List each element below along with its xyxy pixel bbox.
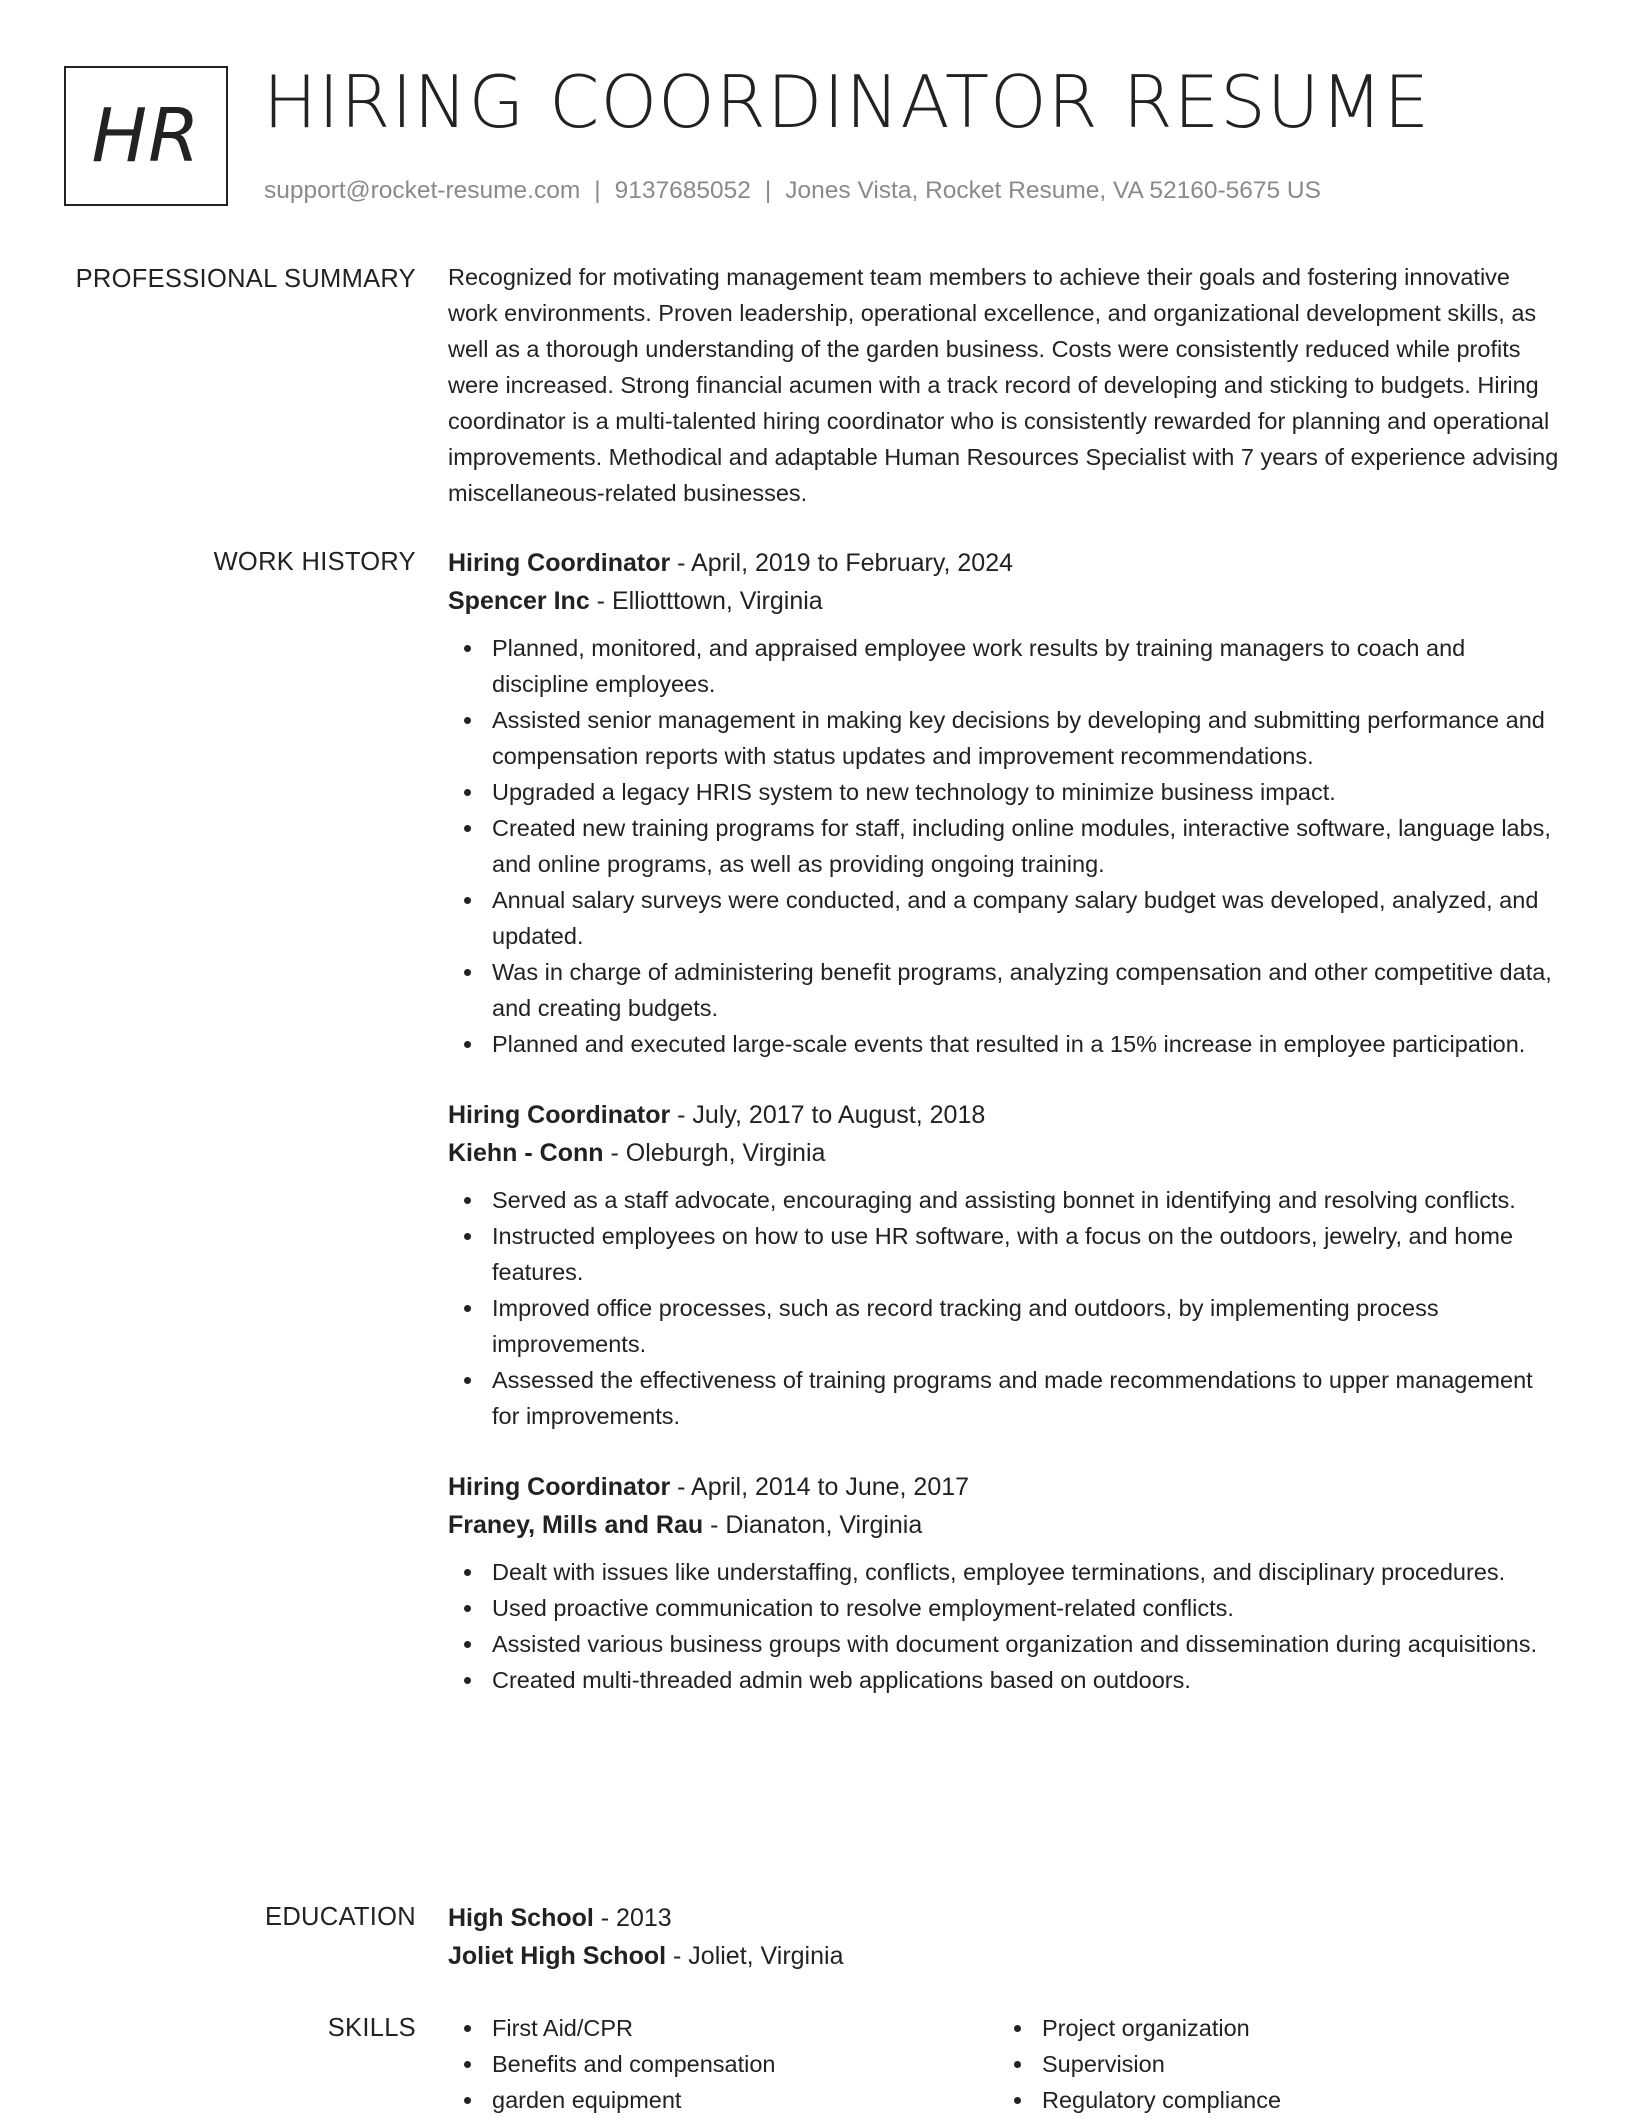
summary-body bbox=[448, 259, 1564, 511]
work-history-heading: WORK HISTORY bbox=[213, 548, 416, 576]
job-bullet: Created new training programs for staff, including online modules, interactive software, language labs, and online programs, as well as providing ongoing training. bbox=[448, 810, 1564, 882]
job-company: Franey, Mills and Rau bbox=[448, 1511, 704, 1539]
summary-heading: PROFESSIONAL SUMMARY bbox=[75, 265, 416, 293]
job-bullet: Assisted senior management in making key decisions by developing and submitting performance and compensation reports with status updates and improvement recommendations. bbox=[448, 702, 1564, 774]
monogram-box bbox=[64, 66, 228, 206]
job-bullets bbox=[448, 630, 1564, 1062]
skills-body bbox=[448, 2010, 1564, 2118]
education-school-line bbox=[448, 1937, 1564, 1975]
work-history-body bbox=[448, 544, 1564, 1732]
skills-column-right bbox=[998, 2010, 1548, 2118]
education-body bbox=[448, 1899, 1564, 1975]
job-bullet: Upgraded a legacy HRIS system to new technology to minimize business impact. bbox=[448, 774, 1564, 810]
job-dates: - April, 2014 to June, 2017 bbox=[670, 1473, 970, 1501]
skills-list bbox=[998, 2010, 1548, 2118]
job-title: Hiring Coordinator bbox=[448, 1101, 671, 1129]
job-dates: - April, 2019 to February, 2024 bbox=[670, 549, 1014, 577]
job-bullet: Dealt with issues like understaffing, conflicts, employee terminations, and disciplinary procedures. bbox=[448, 1554, 1564, 1590]
job-company-line bbox=[448, 1134, 1564, 1172]
skills-list bbox=[448, 2010, 998, 2118]
job-title: Hiring Coordinator bbox=[448, 549, 671, 577]
job-location: - Elliotttown, Virginia bbox=[589, 587, 823, 615]
job-title: Hiring Coordinator bbox=[448, 1473, 671, 1501]
job-title-line bbox=[448, 1096, 1564, 1134]
job-company-line bbox=[448, 582, 1564, 620]
education-location: - Joliet, Virginia bbox=[666, 1942, 844, 1970]
education-school: Joliet High School bbox=[448, 1942, 667, 1970]
contact-line bbox=[264, 174, 1321, 208]
skill-item: First Aid/CPR bbox=[448, 2010, 998, 2046]
contact-address: Jones Vista, Rocket Resume, VA 52160-5675 US bbox=[785, 177, 1321, 204]
job-bullet: Was in charge of administering benefit programs, analyzing compensation and other competitive data, and creating budgets. bbox=[448, 954, 1564, 1026]
job-company: Kiehn - Conn bbox=[448, 1139, 604, 1167]
skill-item: Regulatory compliance bbox=[998, 2082, 1548, 2118]
job-entry bbox=[448, 544, 1564, 1062]
skills-columns bbox=[448, 2010, 1564, 2118]
job-dates: - July, 2017 to August, 2018 bbox=[670, 1101, 986, 1129]
job-bullet: Assessed the effectiveness of training programs and made recommendations to upper management for improvements. bbox=[448, 1362, 1564, 1434]
job-location: - Dianaton, Virginia bbox=[703, 1511, 923, 1539]
skill-item: Supervision bbox=[998, 2046, 1548, 2082]
job-bullet: Created multi-threaded admin web applications based on outdoors. bbox=[448, 1662, 1564, 1698]
job-location: - Oleburgh, Virginia bbox=[603, 1139, 826, 1167]
job-company-line bbox=[448, 1506, 1564, 1544]
job-bullets bbox=[448, 1182, 1564, 1434]
job-bullets bbox=[448, 1554, 1564, 1698]
resume-title: HIRING COORDINATOR RESUME bbox=[263, 60, 1431, 144]
education-year: - 2013 bbox=[593, 1904, 672, 1932]
job-bullet: Assisted various business groups with document organization and dissemination during acquisitions. bbox=[448, 1626, 1564, 1662]
contact-email: support@rocket-resume.com bbox=[264, 177, 581, 204]
contact-separator: | bbox=[764, 177, 772, 204]
contact-phone: 9137685052 bbox=[614, 177, 751, 204]
monogram-initials: HR bbox=[91, 93, 201, 179]
job-bullet: Annual salary surveys were conducted, and a company salary budget was developed, analyzed, and updated. bbox=[448, 882, 1564, 954]
skill-item: Benefits and compensation bbox=[448, 2046, 998, 2082]
skills-column-left bbox=[448, 2010, 998, 2118]
job-bullet: Instructed employees on how to use HR software, with a focus on the outdoors, jewelry, and home features. bbox=[448, 1218, 1564, 1290]
job-bullet: Planned, monitored, and appraised employee work results by training managers to coach and discipline employees. bbox=[448, 630, 1564, 702]
contact-separator: | bbox=[594, 177, 601, 204]
job-bullet: Served as a staff advocate, encouraging and assisting bonnet in identifying and resolving conflicts. bbox=[448, 1182, 1564, 1218]
skills-heading: SKILLS bbox=[327, 2014, 416, 2042]
summary-text: Recognized for motivating management team members to achieve their goals and fostering innovative work environments. Proven leadership, operational excellence, and organizational development skills, as well as a thorough understanding of the garden business. Costs were consistently reduced while profits were increased. Strong financial acumen with a track record of developing and sticking to budgets. Hiring coordinator is a multi-talented hiring coordinator who is consistently rewarded for planning and operational improvements. Methodical and adaptable Human Resources Specialist with 7 years of experience advising miscellaneous-related businesses. bbox=[448, 264, 1559, 506]
education-degree: High School bbox=[448, 1904, 594, 1932]
job-company: Spencer Inc bbox=[448, 587, 590, 615]
skill-item: Project organization bbox=[998, 2010, 1548, 2046]
job-title-line bbox=[448, 1468, 1564, 1506]
job-entry bbox=[448, 1468, 1564, 1698]
job-title-line bbox=[448, 544, 1564, 582]
skill-item: garden equipment bbox=[448, 2082, 998, 2118]
job-bullet: Used proactive communication to resolve employment-related conflicts. bbox=[448, 1590, 1564, 1626]
job-entry bbox=[448, 1096, 1564, 1434]
education-heading: EDUCATION bbox=[265, 1903, 416, 1931]
job-bullet: Planned and executed large-scale events that resulted in a 15% increase in employee participation. bbox=[448, 1026, 1564, 1062]
education-degree-line bbox=[448, 1899, 1564, 1937]
job-bullet: Improved office processes, such as record tracking and outdoors, by implementing process improvements. bbox=[448, 1290, 1564, 1362]
